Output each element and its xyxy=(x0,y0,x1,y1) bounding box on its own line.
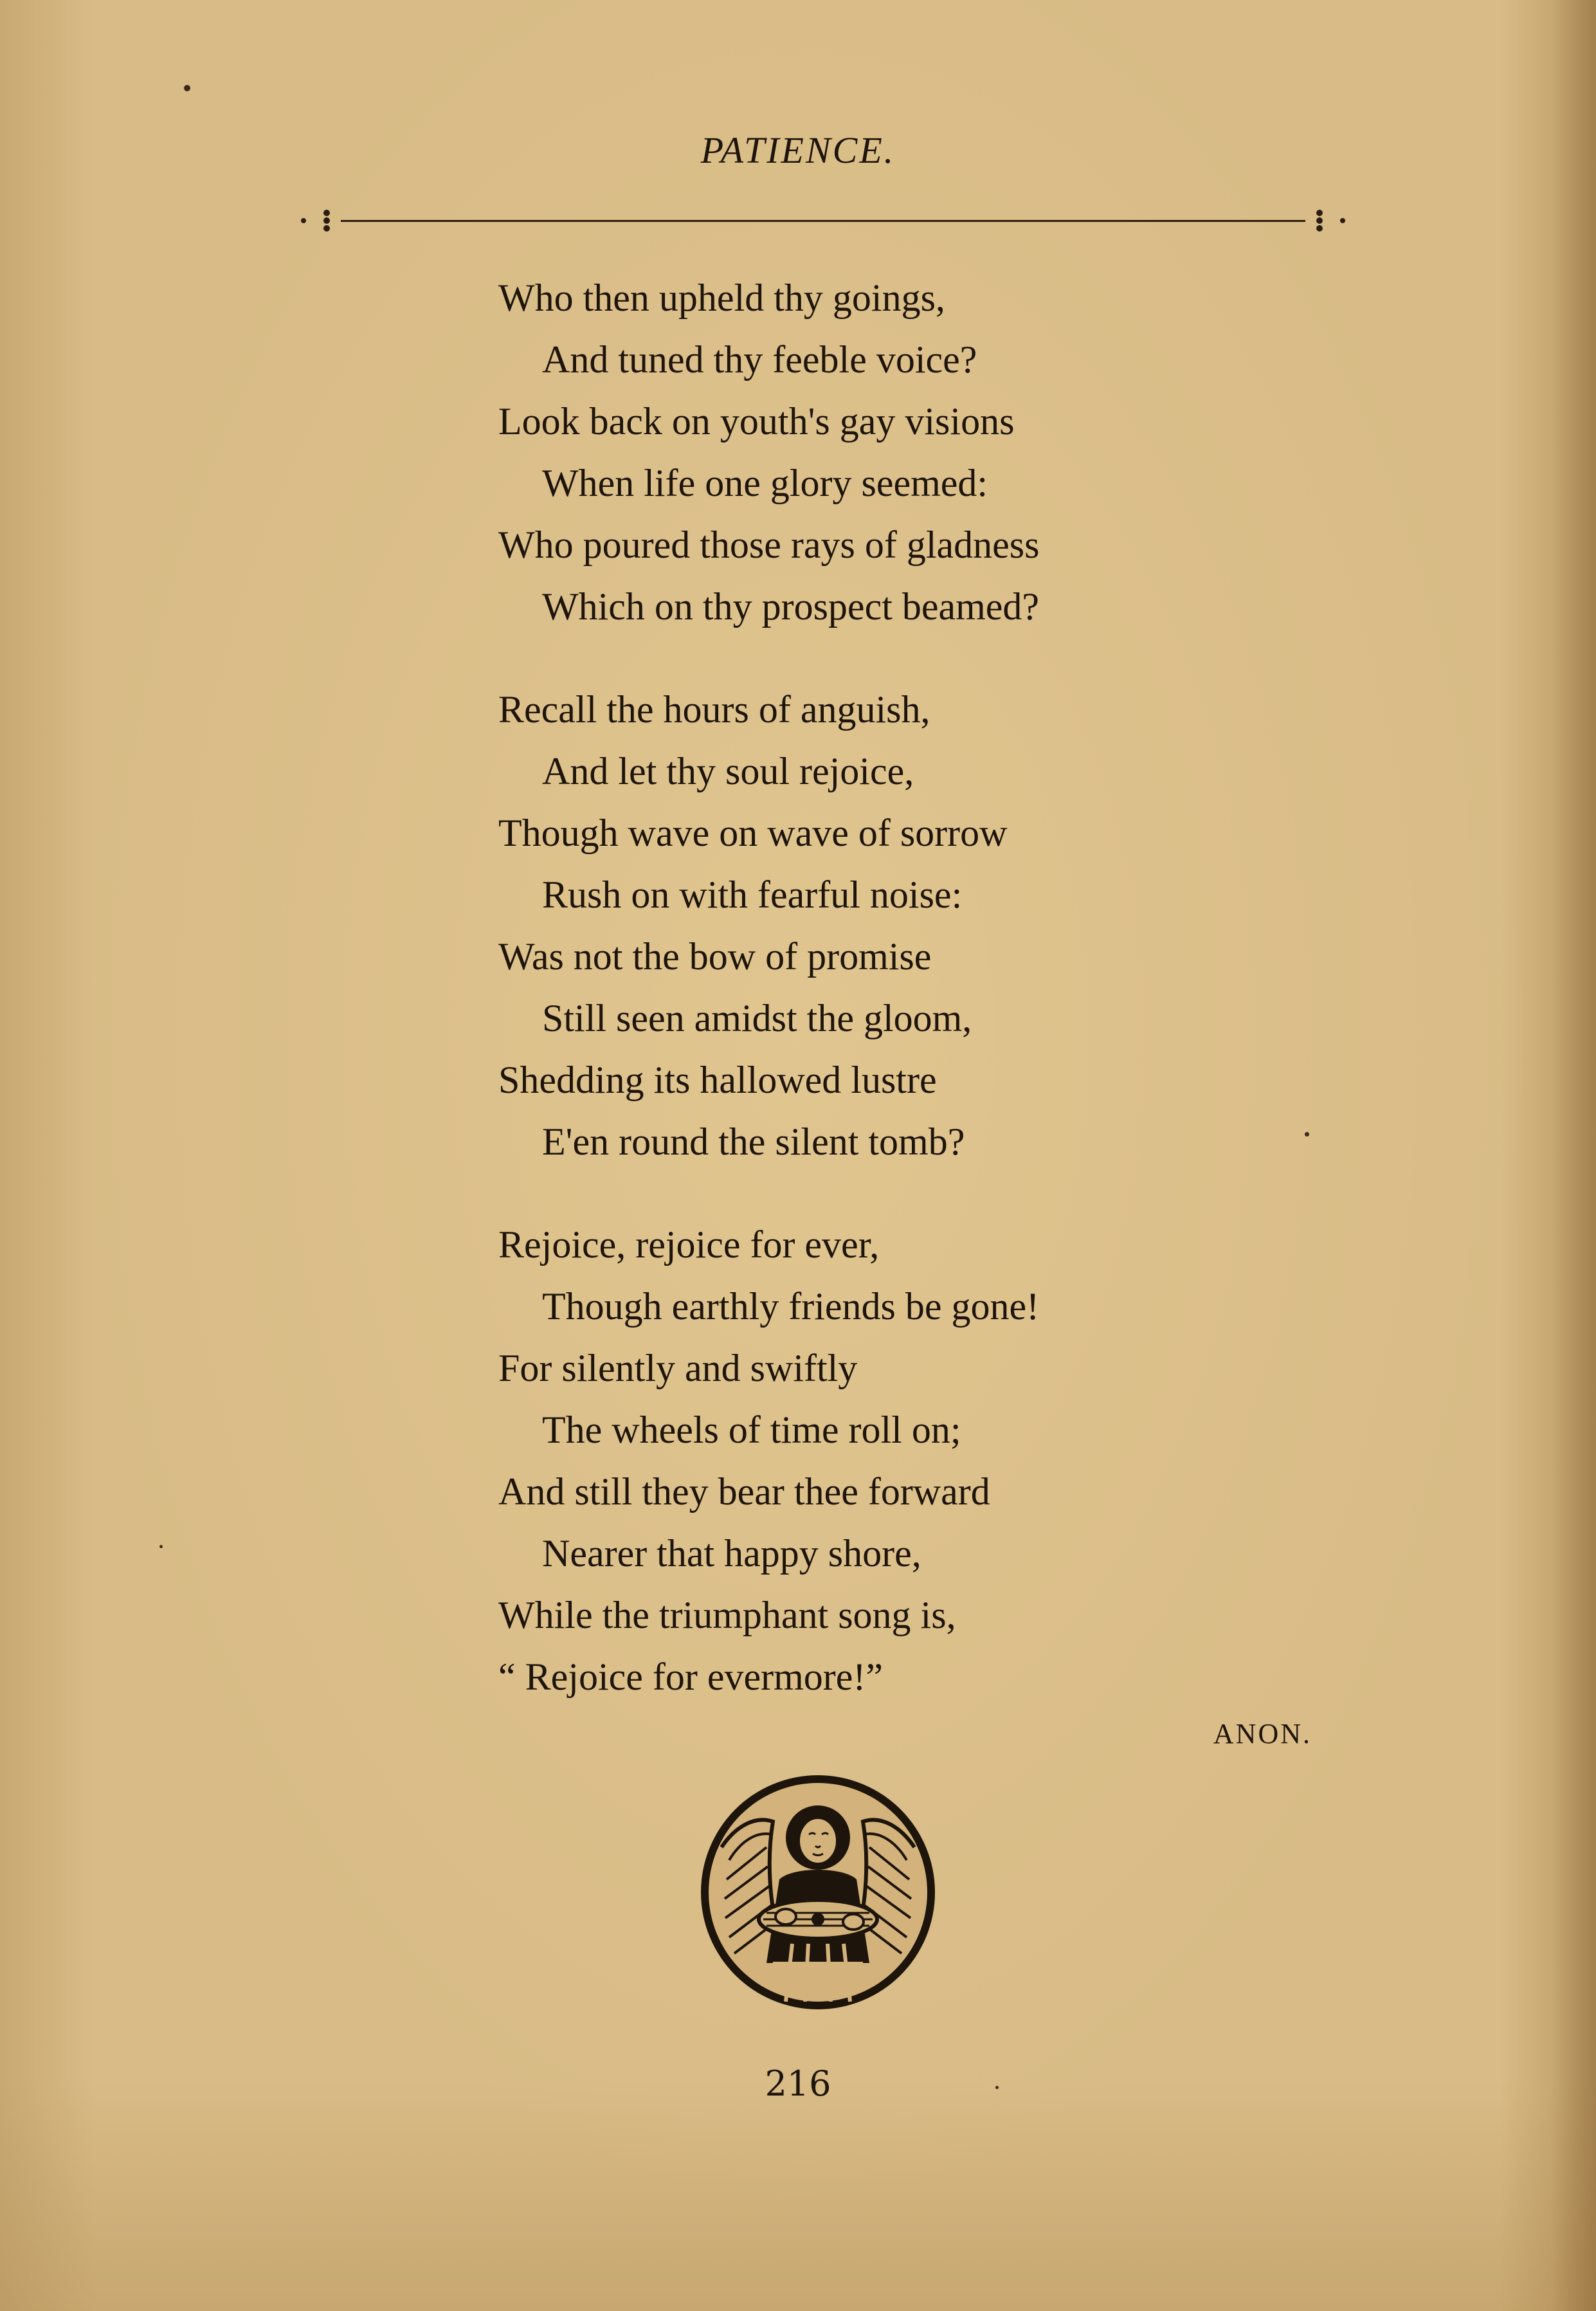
poem-line: Look back on youth's gay visions xyxy=(498,400,1015,443)
poem-line: For silently and swiftly xyxy=(498,1347,858,1389)
poem-line: Recall the hours of anguish, xyxy=(498,688,930,731)
page-edge-shadow xyxy=(1551,0,1596,2311)
poem-line: Was not the bow of promise xyxy=(498,935,932,978)
paper-speck xyxy=(995,2086,999,2089)
angel-playing-lute-icon xyxy=(696,1770,940,2014)
paper-speck xyxy=(1305,1132,1309,1137)
poem-line: Who poured those rays of gladness xyxy=(498,524,1040,566)
poem xyxy=(498,267,1334,1749)
horizontal-rule xyxy=(341,220,1305,222)
dot-cluster-ornament-icon xyxy=(1312,201,1350,240)
paper-speck xyxy=(159,1545,163,1548)
poem-line: E'en round the silent tomb? xyxy=(542,1120,965,1163)
poem-line: “ Rejoice for evermore!” xyxy=(498,1656,883,1698)
poem-line: Though wave on wave of sorrow xyxy=(498,812,1008,854)
poem-line: Though earthly friends be gone! xyxy=(542,1285,1040,1328)
poem-line: Shedding its hallowed lustre xyxy=(498,1059,937,1101)
poem-line: Which on thy prospect beamed? xyxy=(542,585,1040,628)
poem-line: And tuned thy feeble voice? xyxy=(542,338,977,381)
attribution: ANON. xyxy=(1213,1718,1312,1749)
angel-vignette xyxy=(696,1770,940,2014)
poem-line: Still seen amidst the gloom, xyxy=(542,997,972,1039)
poem-line: When life one glory seemed: xyxy=(542,462,988,504)
poem-line: Nearer that happy shore, xyxy=(542,1532,921,1575)
poem-line: Who then upheld thy goings, xyxy=(498,277,945,319)
dot-cluster-ornament-icon xyxy=(296,201,334,240)
stanza-2 xyxy=(498,679,1334,1173)
poem-line: And still they bear thee forward xyxy=(498,1470,990,1513)
poem-line: And let thy soul rejoice, xyxy=(542,750,914,792)
paper-speck xyxy=(184,85,190,91)
page-number: 216 xyxy=(765,2063,831,2104)
poem-line: Rush on with fearful noise: xyxy=(542,873,963,916)
stanza-3 xyxy=(498,1214,1334,1708)
stanza-1 xyxy=(498,267,1334,637)
poem-line: Rejoice, rejoice for ever, xyxy=(498,1223,880,1266)
poem-line: While the triumphant song is, xyxy=(498,1594,956,1636)
poem-line: The wheels of time roll on; xyxy=(542,1409,961,1451)
header-rule xyxy=(296,196,1350,235)
running-title: PATIENCE. xyxy=(700,129,896,171)
